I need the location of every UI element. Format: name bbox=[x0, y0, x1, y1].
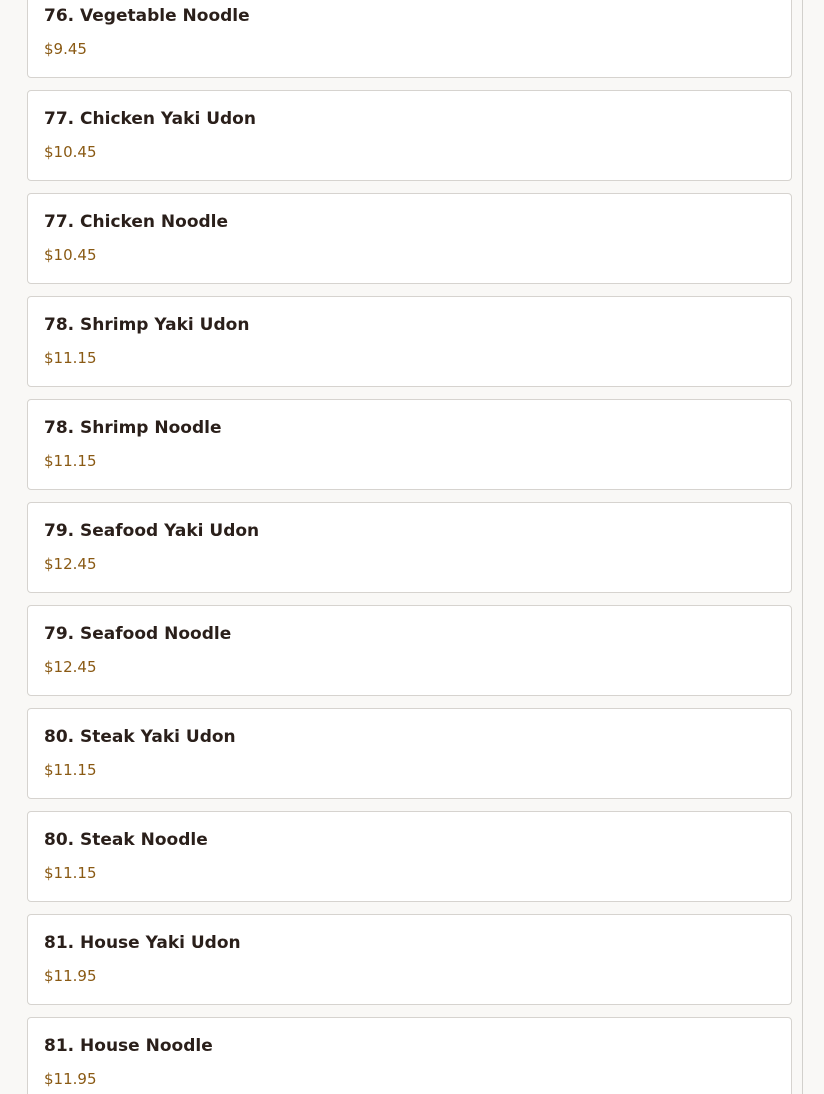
menu-item-card[interactable] bbox=[27, 399, 792, 490]
menu-item-name: 79. Seafood Noodle bbox=[44, 624, 232, 644]
menu-item-card[interactable] bbox=[27, 1017, 792, 1094]
menu-item-name: 81. House Yaki Udon bbox=[44, 933, 241, 953]
menu-item-price: $9.45 bbox=[44, 40, 87, 58]
menu-item-price: $10.45 bbox=[44, 246, 97, 264]
menu-item-card[interactable] bbox=[27, 708, 792, 799]
menu-item-price: $11.15 bbox=[44, 349, 97, 367]
menu-item-card[interactable] bbox=[27, 296, 792, 387]
menu-item-list bbox=[27, 0, 792, 1094]
menu-item-card[interactable] bbox=[27, 605, 792, 696]
menu-item-price: $11.95 bbox=[44, 967, 97, 985]
menu-item-card[interactable] bbox=[27, 502, 792, 593]
menu-item-name: 76. Vegetable Noodle bbox=[44, 6, 250, 26]
menu-item-card[interactable] bbox=[27, 90, 792, 181]
menu-item-name: 77. Chicken Noodle bbox=[44, 212, 229, 232]
menu-item-name: 77. Chicken Yaki Udon bbox=[44, 109, 256, 129]
menu-item-name: 80. Steak Noodle bbox=[44, 830, 208, 850]
menu-item-name: 78. Shrimp Yaki Udon bbox=[44, 315, 250, 335]
menu-item-name: 80. Steak Yaki Udon bbox=[44, 727, 236, 747]
menu-item-price: $11.95 bbox=[44, 1070, 97, 1088]
menu-item-price: $11.15 bbox=[44, 864, 97, 882]
menu-item-price: $12.45 bbox=[44, 555, 97, 573]
menu-item-name: 81. House Noodle bbox=[44, 1036, 213, 1056]
menu-item-name: 79. Seafood Yaki Udon bbox=[44, 521, 260, 541]
menu-item-card[interactable] bbox=[27, 0, 792, 78]
menu-item-price: $12.45 bbox=[44, 658, 97, 676]
menu-item-card[interactable] bbox=[27, 811, 792, 902]
menu-item-name: 78. Shrimp Noodle bbox=[44, 418, 222, 438]
menu-item-price: $11.15 bbox=[44, 452, 97, 470]
menu-item-price: $11.15 bbox=[44, 761, 97, 779]
menu-item-card[interactable] bbox=[27, 193, 792, 284]
menu-item-price: $10.45 bbox=[44, 143, 97, 161]
menu-item-card[interactable] bbox=[27, 914, 792, 1005]
